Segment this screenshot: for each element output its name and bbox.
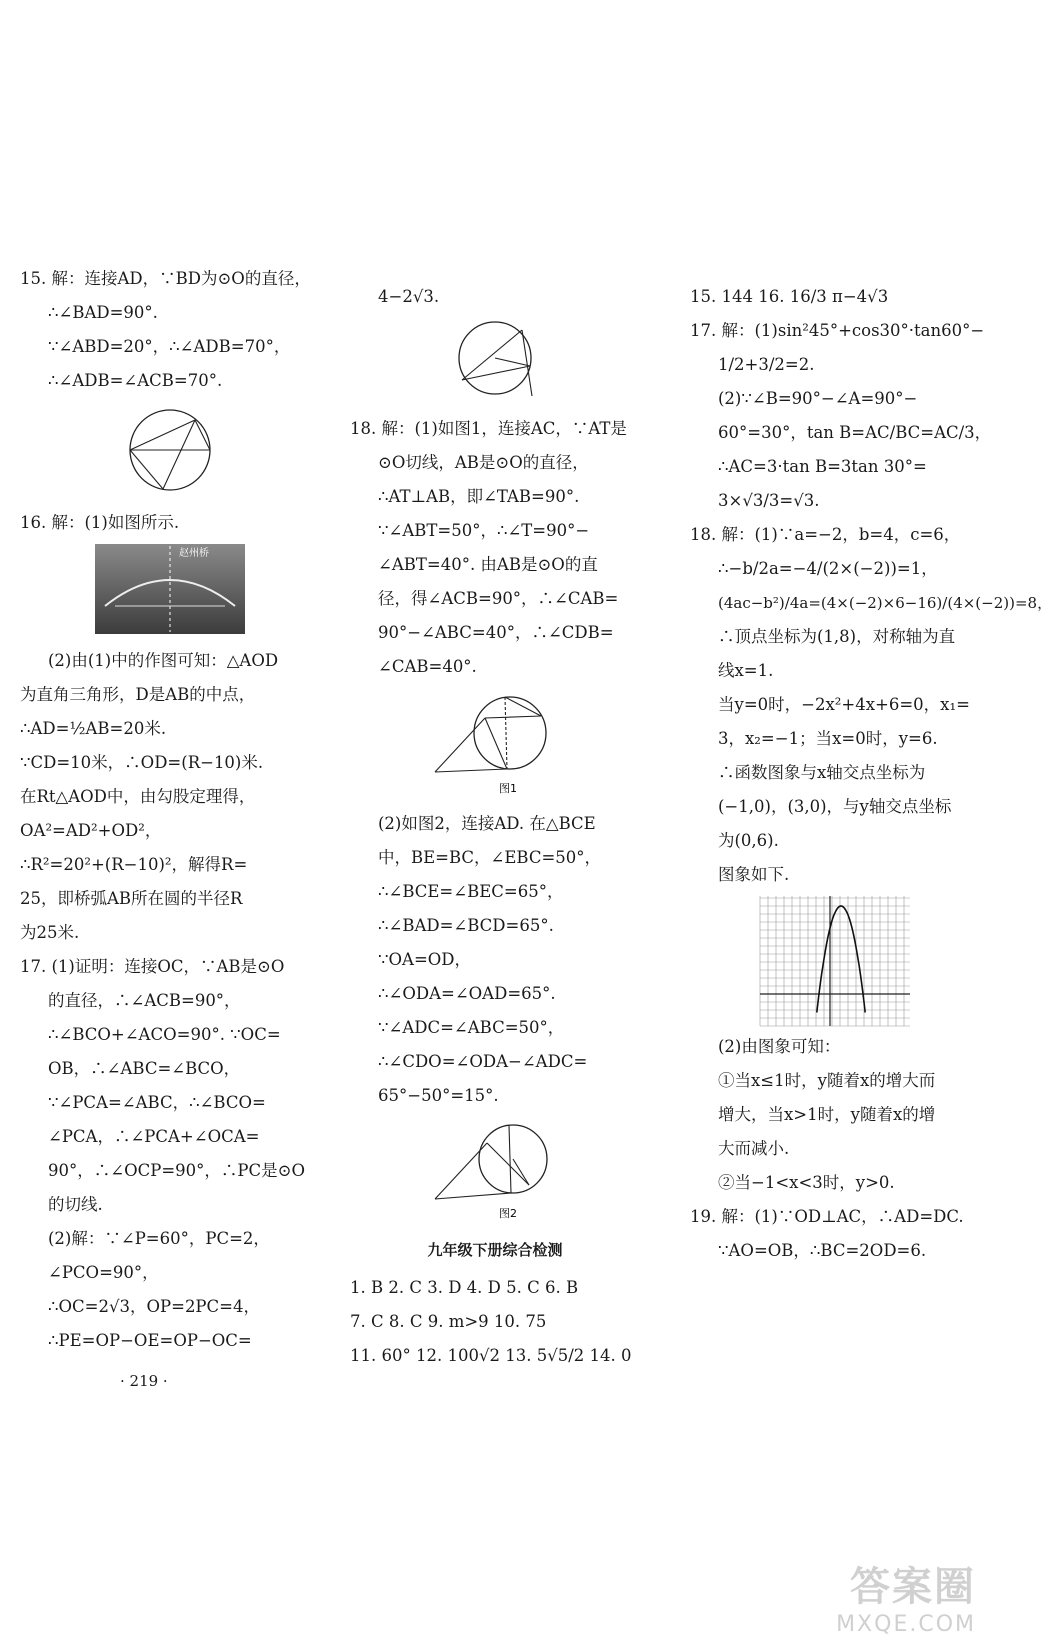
text-line: 90°−∠ABC=40°，∴∠CDB= [378,623,614,642]
page-number: · 219 · [120,1372,168,1390]
text-line: 3，x₂=−1；当x=0时，y=6. [718,729,938,748]
text-line: ∴∠BAD=90°. [48,303,158,322]
text-line: 图象如下. [718,865,790,884]
photo-caption: 赵州桥 [179,548,209,559]
figure-1-label: 图1 [499,782,517,795]
text-line: ∠ABT=40°. 由AB是⊙O的直 [378,555,598,574]
text-line: OB，∴∠ABC=∠BCO， [48,1059,241,1078]
text-line: ∵∠ABD=20°，∴∠ADB=70°， [48,337,291,356]
text-line: ②当−1<x<3时，y>0. [718,1173,895,1192]
text-line: 4−2√3. [378,287,440,306]
text-line: 增大，当x>1时，y随着x的增 [718,1105,936,1124]
text-line: (2)由图象可知： [718,1037,841,1056]
text-line: ∠PCA，∴∠PCA+∠OCA= [48,1127,260,1146]
text-line: 在Rt△AOD中，由勾股定理得， [20,787,256,806]
circle-figure-15 [115,402,225,502]
text-line: ∴PE=OP−OE=OP−OC= [48,1331,252,1350]
circle-figure-17 [440,318,550,408]
text-line: 为25米. [20,923,80,942]
text-line: 19. 解：(1)∵OD⊥AC，∴AD=DC. [690,1207,964,1226]
text-line: 大而减小. [718,1139,790,1158]
text-line: 60°=30°，tan B=AC/BC=AC/3， [718,423,992,442]
text-line: ∴∠BCO+∠ACO=90°. ∵OC= [48,1025,281,1044]
text-line: ∵AO=OB，∴BC=2OD=6. [718,1241,927,1260]
text-line: 17. 解：(1)sin²45°+cos30°·tan60°− [690,321,985,340]
text-line: 的直径，∴∠ACB=90°， [48,991,241,1010]
text-line: 25，即桥弧AB所在圆的半径R [20,889,243,908]
text-line: ①当x≤1时，y随着x的增大而 [718,1071,936,1090]
text-line: ∵OA=OD， [378,950,472,969]
text-line: 中，BE=BC，∠EBC=50°， [378,848,602,867]
text-line: ∴AC=3·tan B=3tan 30°= [718,457,927,476]
text-line: 3×√3/3=√3. [718,491,820,510]
bridge-photo [95,544,245,634]
text-line: ∠PCO=90°， [48,1263,159,1282]
text-line: ∴R²=20²+(R−10)²，解得R= [20,855,248,874]
answer-line: 11. 60° 12. 100√2 13. 5√5/2 14. 0 [350,1346,632,1365]
parabola-graph [760,896,910,1026]
text-line: ⊙O切线，AB是⊙O的直径， [378,453,589,472]
figure-2-label: 图2 [499,1207,517,1220]
text-line: 18. 解：(1)∵a=−2，b=4，c=6， [690,525,961,544]
text-line: (2)如图2，连接AD. 在△BCE [378,814,596,833]
text-line: 16. 解：(1)如图所示. [20,513,180,532]
text-line: ∴OC=2√3，OP=2PC=4， [48,1297,260,1316]
text-line: OA²=AD²+OD²， [20,821,162,840]
text-line: 1/2+3/2=2. [718,355,815,374]
text-line: ∴∠CDO=∠ODA−∠ADC= [378,1052,588,1071]
column-3 [690,280,1052,1268]
text-line: ∵∠ABT=50°，∴∠T=90°− [378,521,590,540]
answer-line: 1. B 2. C 3. D 4. D 5. C 6. B [350,1278,579,1297]
text-line: ∴顶点坐标为(1,8)，对称轴为直 [718,627,956,646]
column-2 [350,280,640,1373]
section-title: 九年级下册综合检测 [427,1241,563,1259]
text-line: ∴∠BAD=∠BCD=65°. [378,916,554,935]
text-line: 当y=0时，−2x²+4x+6=0，x₁= [718,695,970,714]
text-line: 径，得∠ACB=90°，∴∠CAB= [378,589,619,608]
figure-1 [425,688,565,803]
text-line: 17. (1)证明：连接OC，∵AB是⊙O [20,957,285,976]
text-line: 的切线. [48,1195,103,1214]
text-line: (2)由(1)中的作图可知：△AOD [48,651,279,670]
text-line: (−1,0)，(3,0)，与y轴交点坐标 [718,797,952,816]
text-line: (4ac−b²)/4a=(4×(−2)×6−16)/(4×(−2))=8， [718,594,1052,612]
text-line: ∴函数图象与x轴交点坐标为 [718,763,926,782]
text-line: ∠CAB=40°. [378,657,477,676]
figure-2 [425,1117,565,1227]
text-line: ∴AD=½AB=20米. [20,719,167,738]
text-line: ∵∠ADC=∠ABC=50°， [378,1018,565,1037]
text-line: ∴∠ADB=∠ACB=70°. [48,371,223,390]
text-line: 65°−50°=15°. [378,1086,499,1105]
text-line: 线x=1. [718,661,774,680]
answer-line: 7. C 8. C 9. m>9 10. 75 [350,1312,547,1331]
column-1 [20,262,320,1358]
text-line: ∴AT⊥AB，即∠TAB=90°. [378,487,580,506]
watermark-logo-text: 答案圈 [850,1564,976,1610]
text-line: 为(0,6). [718,831,779,850]
text-line: 15. 解：连接AD，∵BD为⊙O的直径， [20,269,311,288]
text-line: ∴∠ODA=∠OAD=65°. [378,984,556,1003]
text-line: (2)解：∵∠P=60°，PC=2， [48,1229,270,1248]
text-line: 90°，∴∠OCP=90°，∴PC是⊙O [48,1161,305,1180]
watermark [836,1555,976,1637]
text-line: ∵∠PCA=∠ABC，∴∠BCO= [48,1093,266,1112]
text-line: ∴−b/2a=−4/(2×(−2))=1， [718,559,938,578]
text-line: 15. 144 16. 16/3 π−4√3 [690,287,889,306]
text-line: ∴∠BCE=∠BEC=65°， [378,882,564,901]
text-line: 18. 解：(1)如图1，连接AC，∵AT是 [350,419,627,438]
watermark-url: MXQE.COM [836,1612,976,1637]
text-line: ∵CD=10米，∴OD=(R−10)米. [20,753,264,772]
text-line: 为直角三角形，D是AB的中点， [20,685,256,704]
text-line: (2)∵∠B=90°−∠A=90°− [718,389,918,408]
